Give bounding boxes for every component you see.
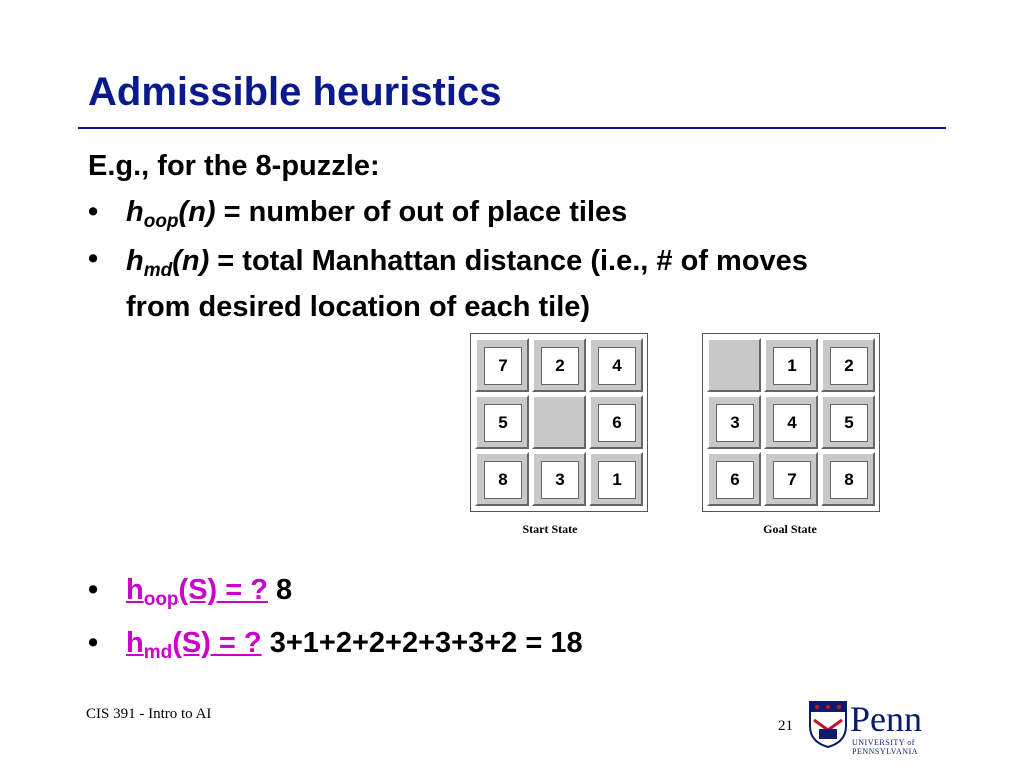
intro-text: E.g., for the 8-puzzle: <box>88 150 380 182</box>
goal-state-puzzle <box>702 333 880 512</box>
bullet-arg: (n) <box>178 196 216 228</box>
bullet-hoop <box>126 196 627 233</box>
puzzle-tile: 3 <box>541 461 579 499</box>
puzzle-tile: 5 <box>830 404 868 442</box>
puzzle-tile: 6 <box>716 461 754 499</box>
answer-question: (S) = ? <box>178 574 268 606</box>
bullet-arg: (n) <box>172 245 210 277</box>
slide-title: Admissible heuristics <box>88 70 502 114</box>
puzzle-tile: 5 <box>484 404 522 442</box>
puzzle-cell <box>764 395 818 449</box>
puzzle-cell <box>475 338 529 392</box>
puzzle-tile: 3 <box>716 404 754 442</box>
puzzle-tile: 1 <box>598 461 636 499</box>
penn-shield-icon <box>808 700 848 748</box>
puzzle-tile: 7 <box>773 461 811 499</box>
answer-h: h <box>126 627 144 659</box>
answer-sub: oop <box>143 589 179 610</box>
puzzle-tile: 2 <box>541 347 579 385</box>
puzzle-cell <box>821 452 875 506</box>
puzzle-cell <box>821 395 875 449</box>
puzzle-cell <box>589 338 643 392</box>
puzzle-tile: 4 <box>598 347 636 385</box>
puzzle-cell <box>532 452 586 506</box>
puzzle-cell <box>764 338 818 392</box>
answer-value: 8 <box>267 574 293 606</box>
bullet-h: h <box>126 196 144 228</box>
penn-logo-wordmark: Penn <box>850 699 922 739</box>
page-number: 21 <box>778 718 793 734</box>
puzzle-tile: 6 <box>598 404 636 442</box>
answer-h: h <box>126 574 144 606</box>
bullet-text: = number of out of place tiles <box>215 196 628 228</box>
footer-course: CIS 391 - Intro to AI <box>86 706 212 722</box>
bullet-text-line2: from desired location of each tile) <box>126 291 591 323</box>
bullet-text: = total Manhattan distance (i.e., # of moves <box>209 245 808 277</box>
puzzle-tile: 1 <box>773 347 811 385</box>
puzzle-blank-cell <box>707 338 761 392</box>
bullet-hmd <box>126 243 946 326</box>
bullet-marker: • <box>88 196 99 228</box>
puzzle-blank-cell <box>532 395 586 449</box>
puzzle-cell <box>589 395 643 449</box>
puzzle-cell <box>707 395 761 449</box>
start-state-puzzle <box>470 333 648 512</box>
title-divider <box>78 127 946 129</box>
puzzle-cell <box>475 452 529 506</box>
bullet-sub: oop <box>143 211 179 232</box>
answer-question: (S) = ? <box>172 627 262 659</box>
start-state-caption: Start State <box>522 522 578 536</box>
bullet-h: h <box>126 245 144 277</box>
puzzle-tile: 2 <box>830 347 868 385</box>
puzzle-tile: 8 <box>830 461 868 499</box>
puzzle-cell <box>589 452 643 506</box>
bullet-marker: • <box>88 574 99 606</box>
bullet-sub: md <box>143 260 173 281</box>
answer-value: 3+1+2+2+2+3+3+2 = 18 <box>261 627 583 659</box>
bullet-marker: • <box>88 627 99 659</box>
goal-state-caption: Goal State <box>763 522 817 536</box>
penn-logo-subtitle: UNIVERSITY of PENNSYLVANIA <box>852 738 919 756</box>
answer-sub: md <box>143 642 173 663</box>
puzzle-cell <box>532 338 586 392</box>
bullet-marker: • <box>88 243 99 275</box>
puzzle-tile: 8 <box>484 461 522 499</box>
puzzle-cell <box>707 452 761 506</box>
answer-hmd <box>126 627 583 664</box>
puzzle-tile: 7 <box>484 347 522 385</box>
puzzle-tile: 4 <box>773 404 811 442</box>
puzzle-cell <box>475 395 529 449</box>
puzzle-cell <box>764 452 818 506</box>
answer-hoop <box>126 574 292 611</box>
puzzle-cell <box>821 338 875 392</box>
